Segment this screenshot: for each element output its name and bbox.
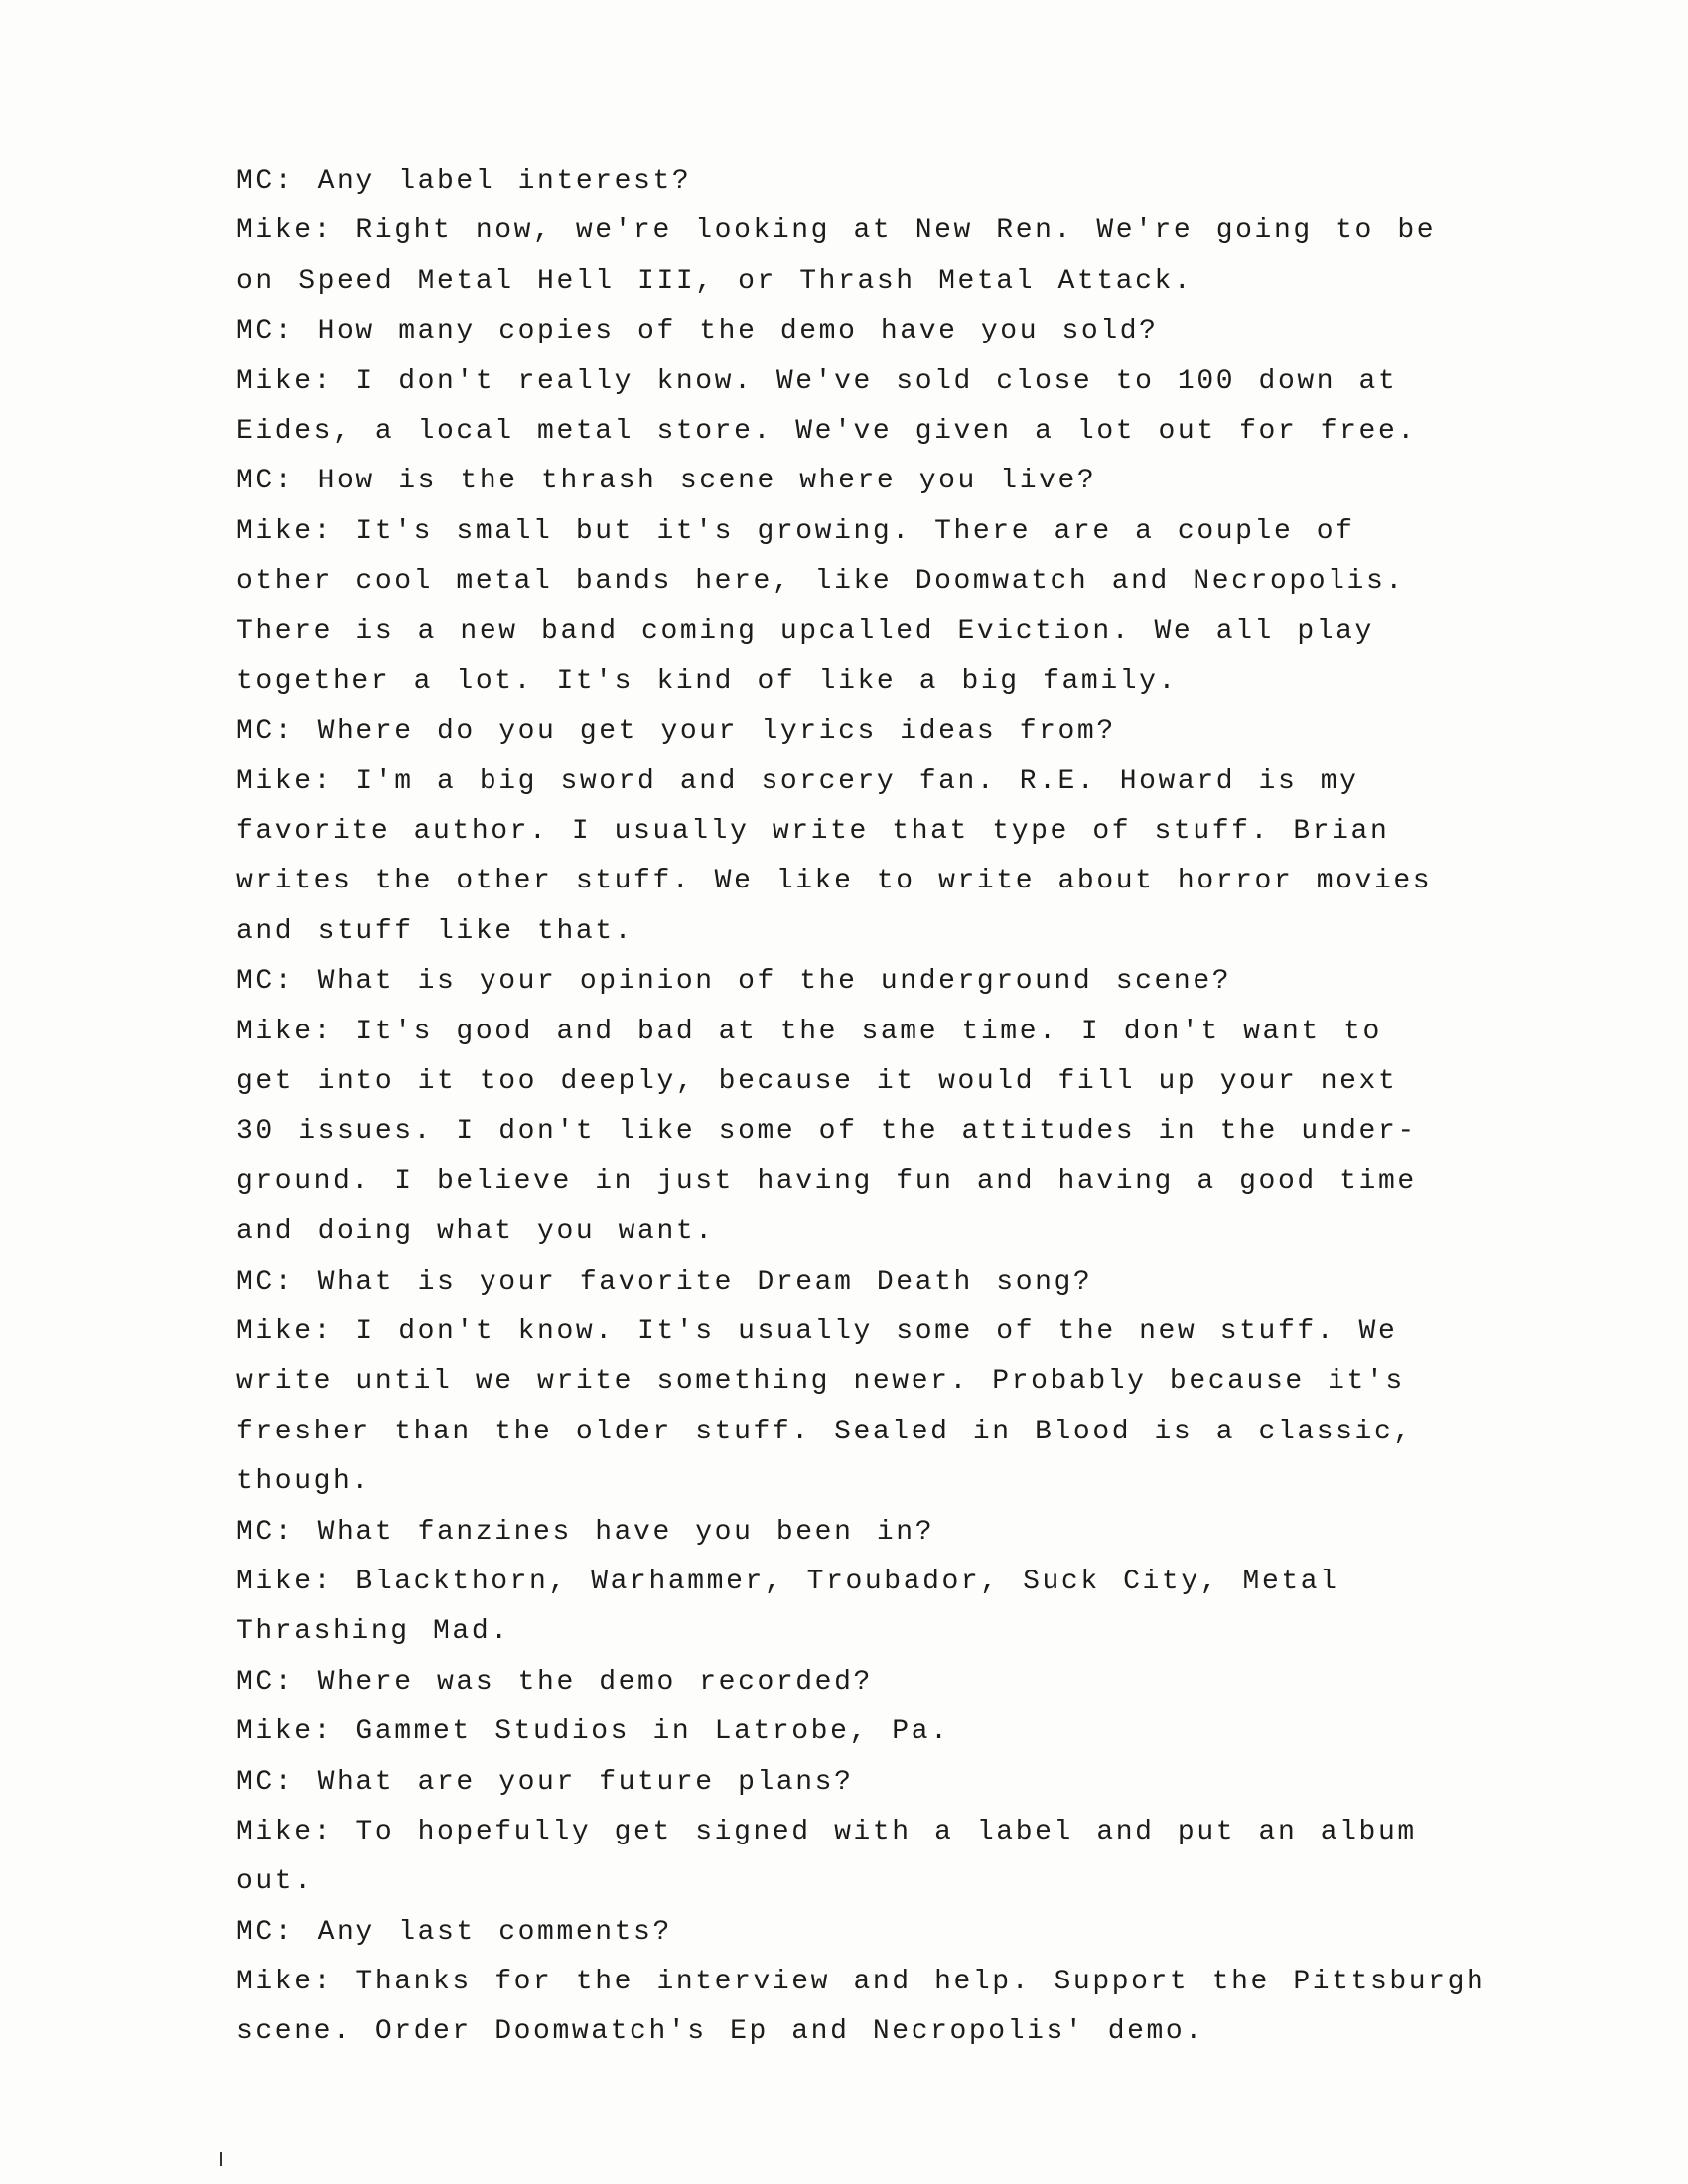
transcript-line-14: favorite author. I usually write that type of stuff. Brian: [236, 816, 1390, 848]
transcript-line-33: MC: What are your future plans?: [236, 1766, 854, 1798]
transcript-line-6: Eides, a local metal store. We've given a lot out for free.: [236, 415, 1417, 447]
transcript-line-34: Mike: To hopefully get signed with a label and put an album: [236, 1816, 1417, 1847]
transcript-line-18: Mike: It's good and bad at the same time. I don't want to: [236, 1016, 1382, 1047]
transcript-line-17: MC: What is your opinion of the underground scene?: [236, 966, 1232, 998]
transcript-line-2: Mike: Right now, we're looking at New Ren. We're going to be: [236, 215, 1437, 247]
transcript-line-1: MC: Any label interest?: [236, 166, 692, 197]
transcript-line-16: and stuff like that.: [236, 915, 634, 947]
transcript-line-38: scene. Order Doomwatch's Ep and Necropolis' demo.: [236, 2016, 1204, 2048]
transcript-line-26: fresher than the older stuff. Sealed in Blood is a classic,: [236, 1416, 1413, 1447]
transcript-line-12: MC: Where do you get your lyrics ideas from?: [236, 716, 1116, 748]
transcript-line-3: on Speed Metal Hell III, or Thrash Metal Attack.: [236, 265, 1194, 297]
transcript-line-22: and doing what you want.: [236, 1216, 715, 1248]
transcript-line-35: out.: [236, 1866, 314, 1898]
transcript-line-19: get into it too deeply, because it would fill up your next: [236, 1066, 1398, 1098]
transcript-line-30: Thrashing Mad.: [236, 1616, 510, 1648]
margin-tick-mark: [220, 2152, 222, 2166]
transcript-line-32: Mike: Gammet Studios in Latrobe, Pa.: [236, 1716, 950, 1748]
transcript-line-37: Mike: Thanks for the interview and help. Support the Pittsburgh: [236, 1967, 1486, 1998]
transcript-line-21: ground. I believe in just having fun and having a good time: [236, 1165, 1417, 1197]
transcript-line-27: though.: [236, 1466, 371, 1498]
transcript-line-8: Mike: It's small but it's growing. There are a couple of: [236, 515, 1355, 547]
transcript-line-36: MC: Any last comments?: [236, 1916, 672, 1948]
transcript-line-7: MC: How is the thrash scene where you live?: [236, 466, 1097, 497]
transcript-line-10: There is a new band coming upcalled Eviction. We all play: [236, 615, 1374, 647]
transcript-line-23: MC: What is your favorite Dream Death song?: [236, 1266, 1093, 1297]
transcript-line-5: Mike: I don't really know. We've sold close to 100 down at: [236, 365, 1398, 397]
transcript-line-15: writes the other stuff. We like to write about horror movies: [236, 866, 1433, 897]
transcript-line-20: 30 issues. I don't like some of the attitudes in the under-: [236, 1116, 1417, 1148]
transcript-line-4: MC: How many copies of the demo have you sold?: [236, 316, 1159, 347]
interview-transcript: [236, 157, 1527, 2058]
transcript-line-9: other cool metal bands here, like Doomwatch and Necropolis.: [236, 566, 1405, 598]
transcript-line-24: Mike: I don't know. It's usually some of the new stuff. We: [236, 1315, 1398, 1347]
transcript-line-28: MC: What fanzines have you been in?: [236, 1516, 935, 1548]
transcript-line-13: Mike: I'm a big sword and sorcery fan. R.E. Howard is my: [236, 765, 1359, 797]
transcript-line-31: MC: Where was the demo recorded?: [236, 1666, 873, 1698]
transcript-line-29: Mike: Blackthorn, Warhammer, Troubador, Suck City, Metal: [236, 1566, 1339, 1597]
transcript-line-25: write until we write something newer. Probably because it's: [236, 1366, 1405, 1398]
transcript-line-11: together a lot. It's kind of like a big family.: [236, 665, 1178, 697]
